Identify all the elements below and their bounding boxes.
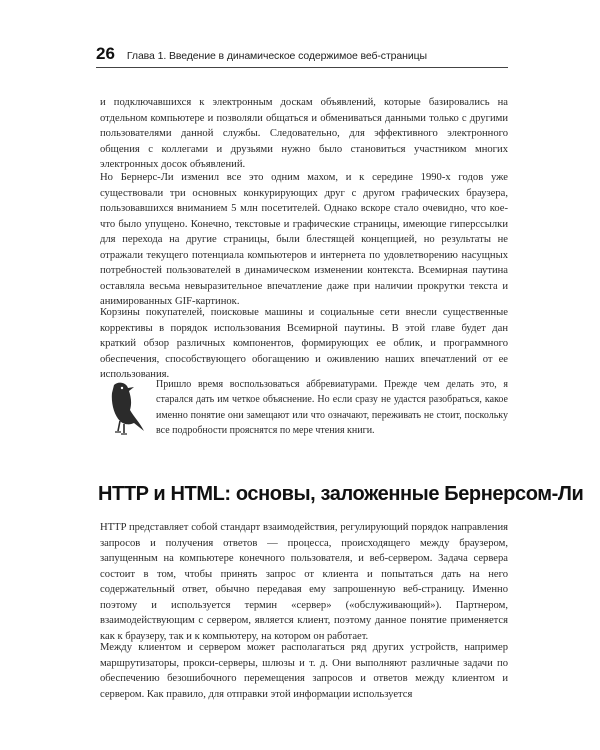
body-paragraph-2: Но Бернерс-Ли изменил все это одним махом, и к середине 1990-х годов уже существовали три основных конкурирующих друг с другом графических браузера, пользовавшихся вниманием 5 млн посетителей. Однако вскоре стало очевидно, что кое-что было упущено. Конечно, текстовые и графические страницы, имеющие гиперссылки для перехода на другие страницы, были блестящей концепцией, но результаты не отражали текущего потенциала компьютеров и интернета по удовлетворению насущных потребностей пользователей в динамическом изменении контекста. Всемирная паутина оставляла весьма невыразительное впечатление даже при наличии прокрутки текста и анимированных GIF-картинок. — [100, 172, 508, 307]
raven-icon — [100, 379, 146, 437]
section-title: HTTP и HTML: основы, заложенные Бернерсом-Ли — [98, 483, 584, 505]
header-divider — [96, 67, 508, 68]
section-paragraph-1: HTTP представляет собой стандарт взаимодействия, регулирующий порядок направления запросов и получения ответов — процесса, происходящего между браузером, запущенным на компьютере конечного пользователя, и веб-сервером. Задача сервера состоит в том, чтобы принять запрос от клиента и попытаться дать на него содержательный ответ, обычно передавая ему запрошенную веб-страницу. Именно поэтому и используется термин «сервер» («обслуживающий»). Партнером, взаимодействующим с сервером, является клиент, поэтому данное понятие применяется как к браузеру, так и к компьютеру, на котором он работает. — [100, 522, 508, 642]
body-paragraph-1: и подключавшихся к электронным доскам объявлений, которые базировались на отдельном компьютере и позволяли общаться и обмениваться данными только с другими пользователями данной службы. Следовательно, для эффективного электронного общения с коллегами и друзьями нужно было становиться участником многих электронных досок объявлений. — [100, 97, 508, 170]
running-chapter-title: Глава 1. Введение в динамическое содержимое веб-страницы — [126, 50, 427, 62]
page-number: 26 — [96, 44, 115, 63]
body-paragraph-3: Корзины покупателей, поисковые машины и социальные сети внесли существенные коррективы в порядок использования Всемирной паутины. В этой главе будет дан краткий обзор различных компонентов, формирующих ее облик, и программного обеспечения, способствующего обогащению и оживлению наших впечатлений от ее использования. — [100, 307, 508, 380]
section-paragraph-2: Между клиентом и сервером может располагаться ряд других устройств, например маршрутизаторы, прокси-серверы, шлюзы и т. д. Они выполняют различные задачи по обеспечению безошибочного перемещения запросов и ответов между клиентом и сервером. Как правило, для отправки этой информации используется — [100, 642, 508, 700]
note-text: Пришло время воспользоваться аббревиатурами. Прежде чем делать это, я старался дать им четкое объяснение. Но если сразу не удастся разобраться, какое именно понятие они замещают или что означают, переживать не стоит, поскольку все подробности прояснятся по мере чтения книги. — [156, 379, 508, 436]
page-header — [96, 44, 508, 66]
